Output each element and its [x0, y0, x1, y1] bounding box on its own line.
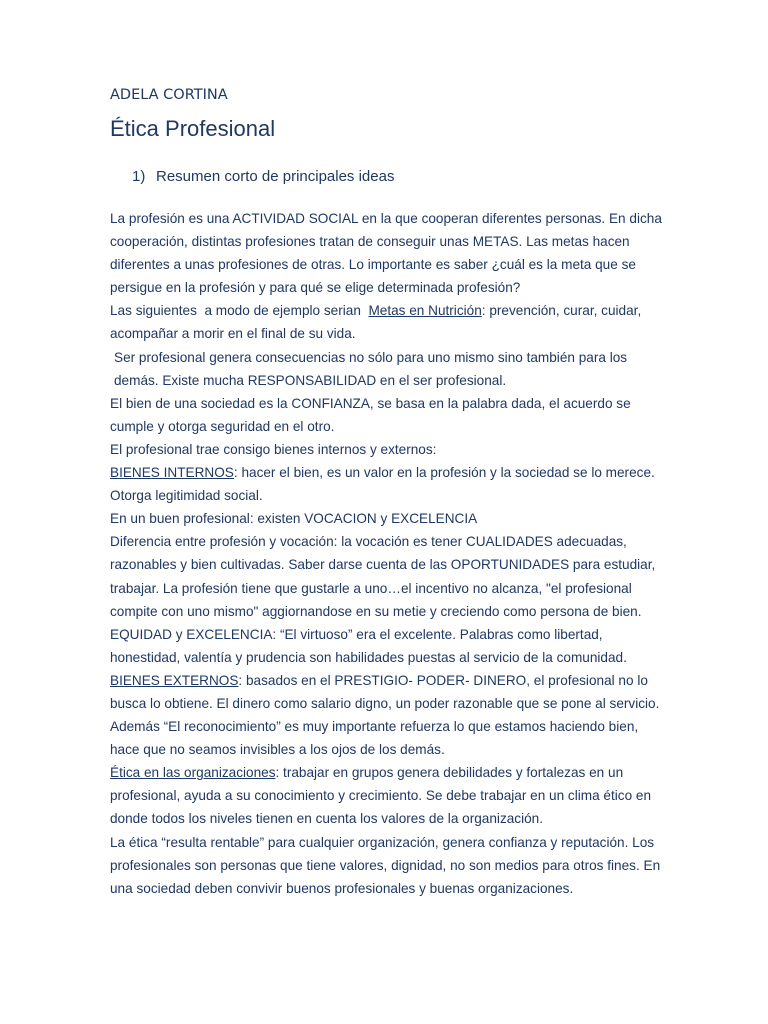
paragraph-text: : trabajar en grupos genera debilidades y fortalezas en un profesional, ayuda a su conocimiento y crecimiento. Se debe trabajar en un clima ético en donde todos los niveles tienen en cuenta los valores de la organización.: [110, 765, 652, 827]
author-name: ADELA CORTINA: [110, 87, 228, 103]
paragraph-equidad: EQUIDAD y EXCELENCIA: “El virtuoso” era el excelente. Palabras como libertad, honestidad, valentía y prudencia son habilidades puestas al servicio de la comunidad.: [110, 626, 627, 665]
paragraph-confianza: El bien de una sociedad es la CONFIANZA, se basa en la palabra dada, el acuerdo se cumple y otorga seguridad en el otro.: [110, 395, 631, 434]
section-number: 1): [132, 168, 146, 185]
paragraph-bienes-internos: [110, 461, 670, 507]
section-label: Resumen corto de principales ideas: [156, 168, 395, 185]
document-title: Ética Profesional: [110, 116, 276, 141]
paragraph-text: : prevención, curar, cuidar, acompañar a morir en el final de su vida.: [110, 303, 642, 342]
paragraph-actividad-social: La profesión es una ACTIVIDAD SOCIAL en la que cooperan diferentes personas. En dicha cooperación, distintas profesiones tratan de conseguir unas METAS. Las metas hacen diferentes a unas profesiones de otras. Lo importante es saber ¿cuál es la meta que se persigue en la profesión y para qué se elige determinada profesión?: [110, 211, 662, 296]
paragraph-text: Las siguientes a modo de ejemplo serian: [110, 303, 369, 319]
underlined-term: Ética en las organizaciones: [110, 765, 276, 781]
underlined-term: BIENES INTERNOS: [110, 465, 234, 481]
paragraph-text: : basados en el PRESTIGIO- PODER- DINERO, el profesional no lo busca lo obtiene. El dinero como salario digno, un poder razonable que se pone al servicio. Además “El reconocimiento” es muy importante refuerza lo que estamos haciendo bien, hace que no seamos invisibles a los ojos de los demás.: [110, 672, 660, 758]
paragraph-etica-organizaciones: [110, 761, 670, 830]
section-heading: [132, 168, 394, 185]
paragraph-diferencia: Diferencia entre profesión y vocación: la vocación es tener CUALIDADES adecuadas, razonables y bien cultivadas. Saber darse cuenta de las OPORTUNIDADES para estudiar, trabajar. La profesión tiene que gustarle a uno…el incentivo no alcanza, "el profesional compite con uno mismo" aggiornandose en su metie y creciendo como persona de bien.: [110, 534, 656, 619]
underlined-term: Metas en Nutrición: [368, 303, 482, 319]
document-body: [110, 207, 670, 900]
paragraph-bienes: El profesional trae consigo bienes internos y externos:: [110, 441, 437, 457]
underlined-term: BIENES EXTERNOS: [110, 672, 239, 688]
paragraph-bienes-externos: [110, 669, 670, 761]
paragraph-metas-nutricion: [110, 299, 670, 345]
paragraph-etica-rentable: La ética “resulta rentable” para cualquier organización, genera confianza y reputación. Los profesionales son personas que tiene valores, dignidad, no son medios para otros fines. En una sociedad deben convivir buenos profesionales y buenas organizaciones.: [110, 834, 661, 896]
paragraph-vocacion: En un buen profesional: existen VOCACION y EXCELENCIA: [110, 511, 478, 527]
paragraph-responsabilidad: Ser profesional genera consecuencias no sólo para uno mismo sino también para los demás. Existe mucha RESPONSABILIDAD en el ser profesional.: [114, 349, 628, 388]
paragraph-text: : hacer el bien, es un valor en la profesión y la sociedad se lo merece. Otorga legitimidad social.: [110, 465, 655, 504]
